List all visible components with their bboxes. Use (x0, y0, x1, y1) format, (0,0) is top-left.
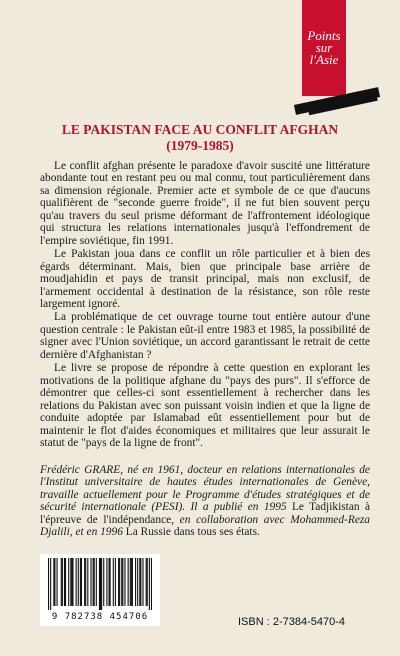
barcode-bar (140, 558, 141, 606)
author-bio-book-1: Le Tadjikistan à l'épreuve de l'indépendance, (40, 501, 370, 526)
author-bio-italic-1: Frédéric GRARE, né en 1961, docteur en relations internationales de l'Institut universitaire de hautes études internationales de Genève, travaille actuellement pour le Programme d'études stratégiques et de sécurité internationale (PESI). Il a publié en 1995 (40, 464, 370, 514)
barcode-number: 9 782738 454706 (51, 612, 149, 622)
barcode-bar (99, 558, 100, 610)
barcode-bar (146, 558, 147, 606)
barcode-bar (132, 558, 133, 606)
author-bio (40, 464, 370, 539)
barcode-bar (131, 558, 132, 606)
barcode-bar (85, 558, 86, 606)
barcode-bar (54, 558, 55, 606)
book-title-years: (1979-1985) (166, 138, 234, 153)
barcode-bar (121, 558, 122, 606)
barcode-bar (115, 558, 116, 606)
barcode-bar (106, 558, 107, 606)
barcode-bar (100, 558, 101, 610)
barcode-bar (142, 558, 143, 606)
barcode-bar (128, 558, 129, 606)
barcode-bar (94, 558, 95, 606)
blurb-paragraph-2: Le Pakistan joua dans ce conflit un rôle particulier et à bien des égards déterminant. Mais, bien que principale base arrière de moudjahidin et pays de transit principal, mais non exclusif, de l'armement occidental à destination de la résistance, son rôle reste largement ignoré. (40, 248, 370, 310)
author-bio-italic-2: en collaboration avec Mohammed-Reza Djalili, et en 1996 (40, 513, 370, 539)
barcode-bar (61, 558, 62, 606)
barcode-bar (113, 558, 114, 606)
barcode-bar (147, 558, 148, 606)
barcode-bar (50, 558, 51, 610)
barcode-bar (96, 558, 97, 606)
barcode-bar (65, 558, 66, 606)
barcode-bar (124, 558, 125, 606)
barcode-bar (56, 558, 57, 606)
barcode-bar (62, 558, 63, 606)
barcode-bar (48, 558, 49, 610)
barcode-bar (84, 558, 85, 606)
blurb-paragraph-3: La problématique de cet ouvrage tourne tout entière autour d'une question centrale : le Pakistan eût-il entre 1983 et 1985, la possibilité de signer avec l'Union soviétique, un accord garantissant le retrait de cette dernière d'Afghanistan ? (40, 311, 370, 361)
blurb-paragraph-1: Le conflit afghan présente le paradoxe d'avoir suscité une littérature abondante tout en restant peu ou mal connu, tout particulièrement dans sa dimension régionale. Premier acte et symbole de ce que d'aucuns qualifièrent de "seconde guerre froide", il ne fut bien souvent perçu qu'au travers du seul prisme déformant de l'affrontement idéologique qui structura les relations internationales jusqu'à l'effondrement de l'empire soviétique, fin 1991. (40, 160, 370, 247)
author-bio-book-2: La Russie dans tous ses états. (122, 526, 260, 539)
barcode-bar (87, 558, 88, 606)
book-title: LE PAKISTAN FACE AU CONFLIT AFGHAN (61, 122, 339, 137)
isbn: ISBN : 2-7384-5470-4 (238, 616, 346, 628)
barcode-bar (53, 558, 54, 606)
logo-text-line3: l'Asie (309, 52, 339, 67)
barcode-bar (103, 558, 104, 606)
barcode-bar (135, 558, 136, 606)
collection-logo (302, 0, 374, 118)
barcode-bar (118, 558, 119, 606)
barcode-bar (130, 558, 131, 606)
logo-text-line1: Points (307, 28, 341, 43)
barcode-bar (64, 558, 65, 606)
barcode-bar (76, 558, 77, 606)
barcode-label (40, 554, 160, 626)
barcode-bar (71, 558, 72, 606)
barcode-bar (80, 558, 81, 606)
barcode-bar (81, 558, 82, 606)
barcode-bar (90, 558, 91, 606)
logo-text-line2: sur (315, 40, 333, 55)
barcode-bar (110, 558, 111, 606)
author-bio-text (40, 464, 370, 539)
barcode-bar (68, 558, 69, 606)
barcode-bar (137, 558, 138, 606)
barcode-bar (93, 558, 94, 606)
blurb (40, 160, 370, 450)
barcode-bar (101, 558, 102, 610)
barcode-bar (72, 558, 73, 606)
barcode-bar (151, 558, 152, 610)
blurb-paragraph-4: Le livre se propose de répondre à cette question en explorant les motivations de la politique afghane du "pays des purs". Il s'efforce de démontrer que celles-ci sont essentiellement à rechercher dans les relations du Pakistan avec son puissant voisin indien et que la ligne de conduite adoptée par Islamabad eût essentiellement pour but de maintenir le flot d'aides économiques et militaires que leur assurait le statut de "pays de la ligne de front". (40, 362, 370, 449)
barcode-bar (78, 558, 79, 606)
barcode-bar (108, 558, 109, 606)
barcode-bar (70, 558, 71, 606)
barcode-bar (139, 558, 140, 606)
barcode-bar (149, 558, 150, 610)
barcode (48, 558, 152, 610)
collection-logo-red-block (302, 0, 346, 96)
barcode-bar (119, 558, 120, 606)
barcode-bar (122, 558, 123, 606)
